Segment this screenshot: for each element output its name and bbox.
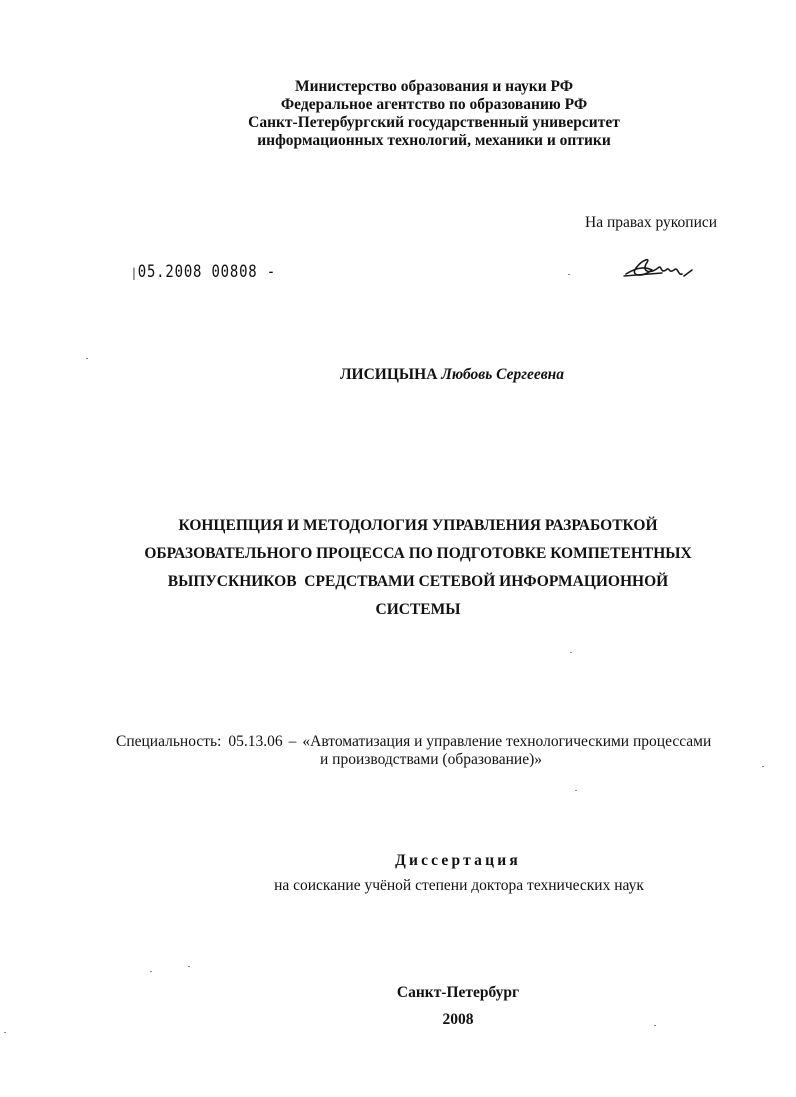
manuscript-rights: На правах рукописи <box>585 214 718 231</box>
author-given-names: Любовь Сергеевна <box>441 366 565 383</box>
scan-speck <box>150 971 152 972</box>
specialty-label: Специальность: <box>116 733 222 750</box>
registration-stamp: |05.2008 00808 - <box>131 262 276 282</box>
specialty-name-line1: «Автоматизация и управление технологическими процессами <box>302 733 712 750</box>
scan-speck <box>762 766 764 767</box>
header-line: Федеральное агентство по образованию РФ <box>280 96 588 113</box>
city: Санкт-Петербург <box>396 984 520 1001</box>
scan-speck <box>575 790 577 791</box>
author-name <box>340 366 564 384</box>
scan-speck <box>654 1025 656 1026</box>
dissertation-title <box>0 512 796 624</box>
header-line: Санкт-Петербургский государственный университет <box>248 114 620 131</box>
work-type: Диссертация <box>395 852 521 869</box>
scan-speck <box>188 966 190 967</box>
scan-speck <box>568 274 570 275</box>
title-line: ВЫПУСКНИКОВ СРЕДСТВАМИ СЕТЕВОЙ ИНФОРМАЦИОННОЙ <box>167 573 669 590</box>
scan-speck <box>570 652 572 653</box>
specialty-code: 05.13.06 <box>228 733 283 750</box>
author-surname: ЛИСИЦЫНА <box>340 366 438 383</box>
scan-speck <box>4 1032 6 1033</box>
specialty-block <box>116 733 712 768</box>
specialty-name-line2: и производствами (образование)» <box>320 751 542 768</box>
specialty-dash: – <box>288 733 297 750</box>
header-line: Министерство образования и науки РФ <box>294 78 574 95</box>
year: 2008 <box>442 1011 474 1028</box>
ministry-header <box>0 78 796 150</box>
title-line: ОБРАЗОВАТЕЛЬНОГО ПРОЦЕССА ПО ПОДГОТОВКЕ КОМПЕТЕНТНЫХ <box>144 545 692 562</box>
degree-statement: на соискание учёной степени доктора технических наук <box>274 877 644 894</box>
signature-image <box>622 252 697 286</box>
header-line: информационных технологий, механики и оптики <box>257 132 611 149</box>
title-line: СИСТЕМЫ <box>375 601 461 618</box>
title-line: КОНЦЕПЦИЯ И МЕТОДОЛОГИЯ УПРАВЛЕНИЯ РАЗРАБОТКОЙ <box>178 517 658 534</box>
scan-speck <box>86 358 88 359</box>
registration-number: 05.2008 00808 <box>137 262 258 282</box>
